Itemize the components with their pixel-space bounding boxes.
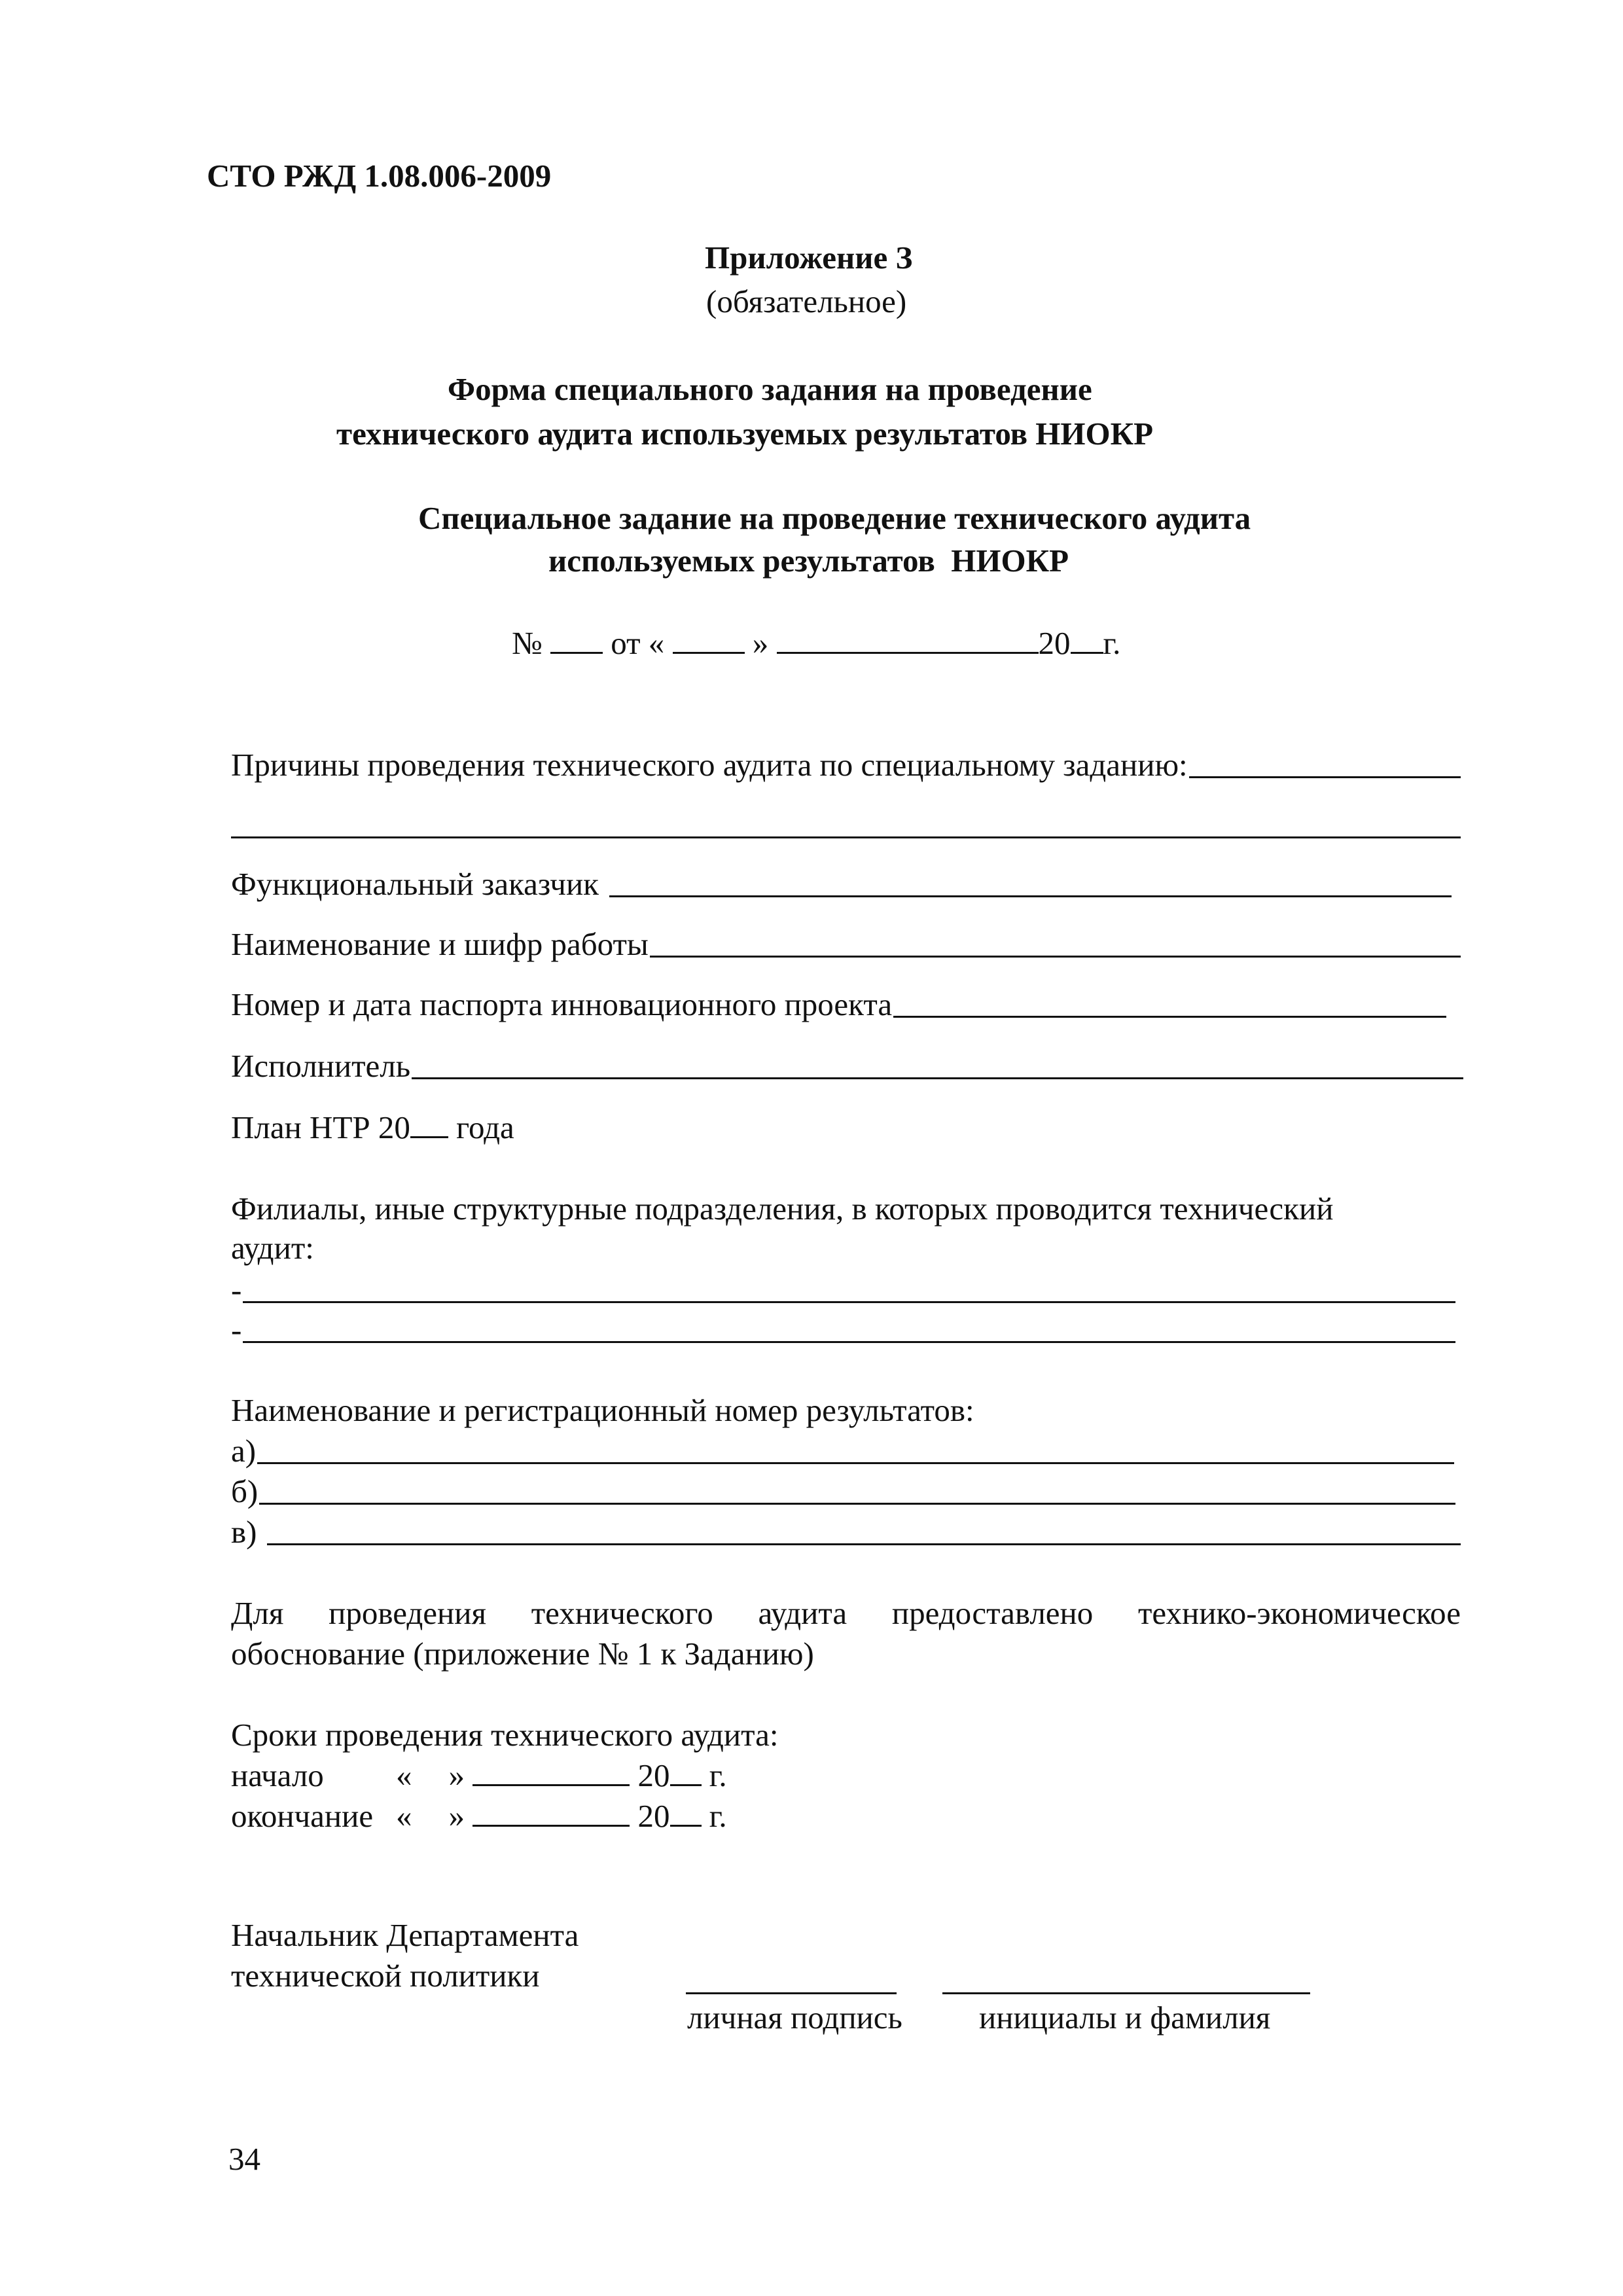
page-number: 34: [228, 2141, 260, 2177]
executor-row: [231, 1047, 1463, 1086]
close-quote: »: [448, 1798, 465, 1834]
branch-item-blank[interactable]: [243, 1301, 1455, 1303]
open-quote: «: [396, 1757, 412, 1793]
branch-item-1: [231, 1271, 1455, 1310]
position-line1: Начальник Департамента: [231, 1917, 579, 1953]
open-quote: «: [396, 1798, 412, 1834]
year-blank[interactable]: [1071, 651, 1103, 654]
day-blank[interactable]: [673, 651, 745, 654]
branch-item-marker: -: [231, 1272, 242, 1308]
signature-blank[interactable]: [686, 1992, 897, 1994]
work-name-row: [231, 925, 1461, 964]
terms-start-month-blank[interactable]: [473, 1784, 630, 1786]
customer-blank[interactable]: [609, 895, 1452, 897]
terms-end-label: окончание: [231, 1798, 374, 1834]
result-item-b-marker: б): [231, 1473, 259, 1509]
reasons-label: Причины проведения технического аудита по специальному заданию:: [231, 747, 1188, 783]
year-prefix: 20: [1038, 625, 1071, 661]
customer-row: [231, 865, 1452, 904]
name-caption: инициалы и фамилия: [979, 2000, 1271, 2036]
result-item-c: [231, 1513, 1461, 1552]
terms-end-row: [231, 1797, 727, 1836]
form-title-line1: Форма специального задания на проведение: [448, 371, 1092, 407]
task-title-line1: Специальное задание на проведение технического аудита: [418, 500, 1251, 536]
result-item-b: [231, 1473, 1455, 1511]
year-suffix: г.: [701, 1757, 727, 1793]
passport-label: Номер и дата паспорта инновационного проекта: [231, 986, 893, 1022]
plan-year-blank[interactable]: [410, 1136, 448, 1138]
appendix-title: Приложение З: [705, 240, 913, 276]
results-label: Наименование и регистрационный номер результатов:: [231, 1392, 974, 1428]
plan-suffix: года: [448, 1109, 514, 1145]
customer-label: Функциональный заказчик: [231, 866, 599, 902]
number-blank[interactable]: [550, 651, 603, 654]
work-name-label: Наименование и шифр работы: [231, 926, 649, 962]
branch-item-2: [231, 1311, 1455, 1350]
close-quote: »: [752, 625, 769, 661]
number-sign: №: [512, 625, 543, 661]
result-item-a-marker: а): [231, 1433, 257, 1469]
reasons-blank-line2[interactable]: [231, 836, 1461, 838]
executor-blank[interactable]: [412, 1077, 1463, 1079]
task-title-line2: используемых результатов НИОКР: [548, 543, 1069, 579]
position-line2: технической политики: [231, 1958, 540, 1994]
branch-item-marker: -: [231, 1312, 242, 1348]
appendix-status: (обязательное): [706, 283, 907, 319]
number-date-line: [512, 624, 1120, 663]
terms-start-row: [231, 1757, 727, 1795]
branches-text-line2: аудит:: [231, 1230, 314, 1266]
terms-label: Сроки проведения технического аудита:: [231, 1717, 779, 1753]
year-prefix: 20: [637, 1757, 670, 1793]
result-item-a: [231, 1432, 1454, 1471]
month-blank[interactable]: [777, 651, 1039, 654]
terms-start-label: начало: [231, 1757, 324, 1793]
year-suffix: г.: [701, 1798, 727, 1834]
passport-row: [231, 986, 1446, 1024]
branches-text-line1: Филиалы, иные структурные подразделения, в которых проводится технический: [231, 1191, 1334, 1227]
standard-code: СТО РЖД 1.08.006-2009: [207, 158, 552, 194]
result-item-a-blank[interactable]: [257, 1462, 1454, 1464]
year-suffix: г.: [1103, 625, 1121, 661]
executor-label: Исполнитель: [231, 1048, 411, 1084]
terms-end-month-blank[interactable]: [473, 1824, 630, 1827]
result-item-c-marker: в): [231, 1514, 257, 1550]
year-prefix: 20: [637, 1798, 670, 1834]
reasons-blank[interactable]: [1189, 776, 1461, 778]
feasibility-line2: обоснование (приложение № 1 к Заданию): [231, 1636, 814, 1672]
from-label: от «: [611, 625, 665, 661]
terms-end-year-blank[interactable]: [670, 1824, 702, 1827]
plan-row: [231, 1109, 514, 1147]
name-blank[interactable]: [942, 1992, 1310, 1994]
reasons-row: [231, 746, 1461, 785]
signature-caption: личная подпись: [687, 2000, 902, 2036]
work-name-blank[interactable]: [650, 956, 1461, 958]
passport-blank[interactable]: [893, 1016, 1446, 1018]
result-item-b-blank[interactable]: [259, 1503, 1455, 1505]
plan-label: План НТР 20: [231, 1109, 410, 1145]
form-title-line2: технического аудита используемых результатов НИОКР: [336, 416, 1154, 452]
terms-start-year-blank[interactable]: [670, 1784, 702, 1786]
branch-item-blank[interactable]: [243, 1341, 1455, 1343]
result-item-c-blank[interactable]: [267, 1543, 1461, 1545]
feasibility-line1: Для проведения технического аудита предоставлено технико-экономическое: [231, 1595, 1461, 1631]
close-quote: »: [448, 1757, 465, 1793]
